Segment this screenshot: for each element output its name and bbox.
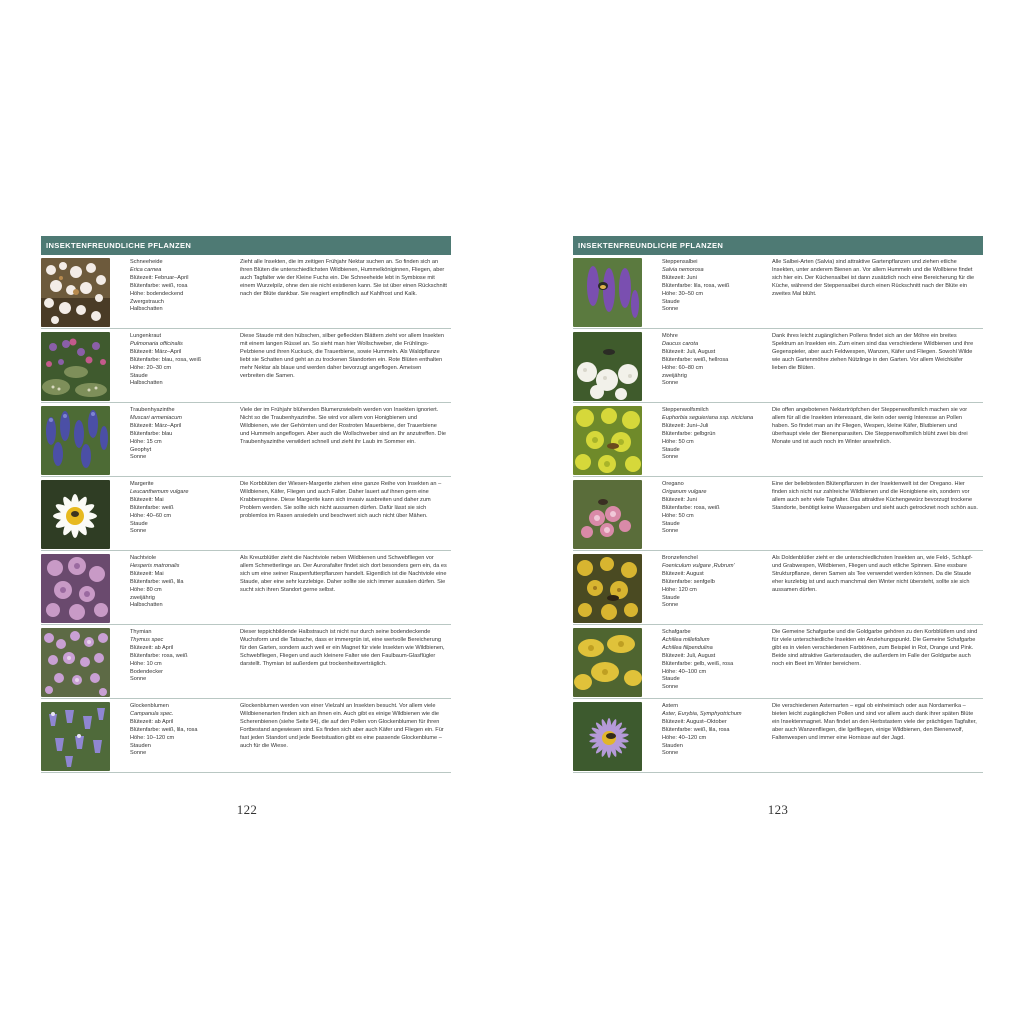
plant-type: Staude bbox=[130, 372, 148, 379]
description-text: Zieht alle Insekten, die im zeitigen Frühjahr Nektar suchen an. So finden sich an ihren Blüten die unterschiedlichsten Wildbienen, Hummelköniginnen, Fliegen, aber auch Tagfalter wie der Kleine Fuchs ein. Die Schneeheide lebt in Symbiose mit einem Wurzelpilz, ohne den sie nicht existieren kann. Sie ist über einen Rückschnitt nach der Blüte dankbar. Sie reagiert empfindlich auf Kahlfrost und Kalk. bbox=[240, 259, 447, 297]
bloom-time: Blütezeit: ab April bbox=[130, 718, 174, 725]
flower-color: Blütenfarbe: blau, rosa, weiß bbox=[130, 356, 202, 363]
plant-profile bbox=[662, 703, 770, 772]
light: Sonne bbox=[130, 750, 147, 757]
plant-type: Stauden bbox=[662, 742, 683, 749]
plant-description bbox=[240, 481, 451, 550]
bloom-time: Blütezeit: Mai bbox=[130, 496, 164, 503]
latin-name: Aster, Eurybia, Symphyotrichum bbox=[662, 710, 742, 717]
glockenblumen-photo bbox=[41, 702, 110, 771]
latin-name: Muscari armeniacum bbox=[130, 414, 182, 421]
plant-type: Zwergstrauch bbox=[130, 298, 164, 305]
common-name: Thymian bbox=[130, 629, 152, 635]
plant-profile bbox=[662, 407, 770, 476]
latin-name-2: Achillea filipendulina bbox=[662, 644, 713, 651]
latin-name: Origanum vulgare bbox=[662, 488, 707, 495]
height: Höhe: 30–50 cm bbox=[662, 290, 704, 297]
light: Sonne bbox=[130, 528, 147, 535]
common-name: Margerite bbox=[130, 481, 154, 487]
latin-name: Salvia nemorosa bbox=[662, 266, 704, 273]
plant-entry bbox=[41, 477, 451, 551]
flower-color: Blütenfarbe: gelb, weiß, rosa bbox=[662, 660, 734, 667]
plant-description bbox=[772, 407, 983, 476]
height: Höhe: 10 cm bbox=[130, 660, 162, 667]
plant-description bbox=[772, 555, 983, 624]
plant-type: zweijährig bbox=[130, 594, 155, 601]
plant-type: Bodendecker bbox=[130, 668, 163, 675]
bloom-time: Blütezeit: Juni bbox=[662, 274, 697, 281]
latin-name: Erica carnea bbox=[130, 266, 162, 273]
flower-color: Blütenfarbe: lila, rosa, weiß bbox=[662, 282, 730, 289]
plant-type: Staude bbox=[662, 676, 680, 683]
bloom-time: Blütezeit: ab April bbox=[130, 644, 174, 651]
plant-entry bbox=[41, 255, 451, 329]
plant-description bbox=[772, 259, 983, 328]
plant-profile bbox=[662, 629, 770, 698]
common-name: Schneeheide bbox=[130, 259, 163, 265]
description-text: Als Doldenblütler zieht er die unterschiedlichsten Insekten an, wie Feld-, Schlupf- und Grabwespen, Wildbienen, Fliegen und auch etliche Spinnen. Eine essbare Strukturpflanze, deren Samen als Tee verwendet werden können. Da die Staude eher kurzlebig ist und auch manchmal den Winter nicht übersteht, sollte sie sich aussamen dürfen. bbox=[772, 555, 973, 593]
page-number-right: 123 bbox=[767, 802, 789, 817]
latin-name: Euphorbia seguieriana ssp. niciciana bbox=[662, 414, 754, 421]
light: Sonne bbox=[662, 750, 679, 757]
flower-color: Blütenfarbe: rosa, weiß bbox=[130, 652, 188, 659]
flower-color: Blütenfarbe: weiß, rosa bbox=[130, 282, 188, 289]
light: Sonne bbox=[662, 306, 679, 313]
moehre-photo bbox=[573, 332, 642, 401]
schafgarbe-photo bbox=[573, 628, 642, 697]
plant-description bbox=[240, 555, 451, 624]
bronzefenchel-photo bbox=[573, 554, 642, 623]
plant-description bbox=[240, 333, 451, 402]
common-name: Steppensalbei bbox=[662, 259, 698, 265]
oregano-photo bbox=[573, 480, 642, 549]
plant-entry bbox=[41, 699, 451, 773]
flower-color: Blütenfarbe: gelbgrün bbox=[662, 430, 716, 437]
height: Höhe: 40–60 cm bbox=[130, 512, 172, 519]
plant-profile bbox=[130, 259, 238, 328]
lungenkraut-photo bbox=[41, 332, 110, 401]
height: Höhe: 60–80 cm bbox=[662, 364, 704, 371]
light: Halbschatten bbox=[130, 602, 163, 609]
steppenwolfsmilch-photo bbox=[573, 406, 642, 475]
description-text: Die Korbblüten der Wiesen-Margerite ziehen eine ganze Reihe von Insekten an – Wildbienen, Käfer, Fliegen und auch Falter. Daher lauert auf ihnen gern eine Krabbenspinne. Diese Margerite kann sich invasiv ausbreiten und daher zum Problem werden. Sie sollte sich nicht aussamen dürfen. Dafür lässt sie sich problemlos im Rasen ansiedeln und beschwert sich auch nicht über Mähen. bbox=[240, 481, 442, 519]
section-header: INSEKTENFREUNDLICHE PFLANZEN bbox=[573, 236, 983, 255]
height: Höhe: 40–120 cm bbox=[662, 734, 707, 741]
common-name: Bronzefenchel bbox=[662, 555, 698, 561]
common-name: Traubenhyazinthe bbox=[130, 407, 175, 413]
plant-type: Stauden bbox=[130, 742, 151, 749]
plant-profile bbox=[130, 407, 238, 476]
margerite-photo bbox=[41, 480, 110, 549]
flower-color: Blütenfarbe: weiß, lila bbox=[130, 578, 184, 585]
common-name: Glockenblumen bbox=[130, 703, 169, 709]
description-text: Die verschiedenen Asternarten – egal ob einheimisch oder aus Nordamerika – bieten leicht zugänglichen Pollen und sind vor allem auch dank ihrer späten Blüte ein Insektenmagnet. Man findet an den Herbstastern viele der prächtigen Tagfalter, aber auch Wanzenfliegen, die Igelfliegen, einige Wildbienen, den Bienenwolf, Faltenwespen und immer eine Hornisse auf der Jagd. bbox=[772, 703, 977, 741]
plant-description bbox=[240, 259, 451, 328]
plant-entry bbox=[573, 329, 983, 403]
common-name: Nachtviole bbox=[130, 555, 157, 561]
bloom-time: Blütezeit: August–Oktober bbox=[662, 718, 727, 725]
bloom-time: Blütezeit: Juli, August bbox=[662, 348, 716, 355]
latin-name: Thymus spec bbox=[130, 636, 164, 643]
plant-profile bbox=[662, 333, 770, 402]
description-text: Dieser teppichbildende Halbstrauch ist nicht nur durch seine bodendeckende Wuchsform und die Tatsache, dass er immergrün ist, eine wertvolle Bereicherung für den Garten, sondern auch weil er ein Magnet für viele Insekten wie Wildbienen, Schwebfliegen, Fliegen und auch kleinere Falter wie den Faulbaum-Glasflügler darstellt. Thymian ist außerdem gut trockenheitsverträglich. bbox=[240, 629, 445, 667]
flower-color: Blütenfarbe: weiß, lila, rosa bbox=[662, 726, 730, 733]
plant-description bbox=[240, 407, 451, 476]
latin-name: Foeniculum vulgare ‚Rubrum‘ bbox=[662, 562, 735, 569]
flower-color: Blütenfarbe: weiß, lila, rosa bbox=[130, 726, 198, 733]
plant-profile bbox=[662, 259, 770, 328]
light: Sonne bbox=[130, 676, 147, 683]
bloom-time: Blütezeit: August bbox=[662, 570, 704, 577]
plant-profile bbox=[130, 333, 238, 402]
page-number-left: 122 bbox=[236, 802, 258, 817]
bloom-time: Blütezeit: Mai bbox=[130, 570, 164, 577]
plant-entry bbox=[573, 625, 983, 699]
description-text: Viele der im Frühjahr blühenden Blumenzwiebeln werden von Insekten ignoriert. Nicht so die Traubenhyazinthe. Sie wird vor allem von Honigbienen und Wildbienen, wie der Gehörnten und der Rostroten Mauerbiene, der Trauerbiene und Hummeln angeflogen. Aber auch die Wollschweber sind an ihr anzutreffen. Die Traubenhyazinthe verwildert schnell und zieht ihr Laub im Sommer ein. bbox=[240, 407, 446, 445]
description-text: Glockenblumen werden von einer Vielzahl an Insekten besucht. Vor allem viele Wildbienenarten finden sich an ihnen ein. Auch gibt es einige Wildbienen wie die Scherenbienen (siehe Seite 94), die auf den Pollen von Glockenblumen für ihren Fortbestand angewiesen sind. Es finden sich aber auch Käfer und Fliegen ein. Für fast jeden Standort und jede Beetsituation gibt es eine passende Glockenblume – auch für die Wiese. bbox=[240, 703, 444, 749]
plant-type: Geophyt bbox=[130, 446, 152, 453]
left-page bbox=[41, 236, 451, 773]
plant-entry bbox=[573, 477, 983, 551]
latin-name: Daucus carota bbox=[662, 340, 699, 347]
description-text: Die offen angebotenen Nektartröpfchen der Steppenwolfsmilch machen sie vor allem für all die Insekten interessant, die kein oder wenig Interesse an Pollen haben. So findet man an ihr Fliegen, Wespen, kleine Käfer, Blutbienen und überhaupt viele der Bienenparasiten. Die Steppenwolfsmilch blüht zwei bis drei Monate und ist auch noch im Winter ansehnlich. bbox=[772, 407, 968, 445]
plant-profile bbox=[130, 629, 238, 698]
flower-color: Blütenfarbe: senfgelb bbox=[662, 578, 715, 585]
plant-entry bbox=[573, 255, 983, 329]
height: Höhe: 120 cm bbox=[662, 586, 697, 593]
plant-description bbox=[772, 481, 983, 550]
common-name: Oregano bbox=[662, 481, 684, 487]
bloom-time: Blütezeit: Juli, August bbox=[662, 652, 716, 659]
height: Höhe: 15 cm bbox=[130, 438, 162, 445]
bloom-time: Blütezeit: März–April bbox=[130, 422, 182, 429]
plant-type: zweijährig bbox=[662, 372, 687, 379]
traubenhyazinthe-photo bbox=[41, 406, 110, 475]
plant-profile bbox=[130, 703, 238, 772]
plant-type: Staude bbox=[662, 520, 680, 527]
light: Sonne bbox=[662, 602, 679, 609]
right-page bbox=[573, 236, 983, 773]
plant-entry bbox=[41, 329, 451, 403]
plant-type: Staude bbox=[130, 520, 148, 527]
plant-type: Staude bbox=[662, 298, 680, 305]
plant-type: Staude bbox=[662, 594, 680, 601]
astern-photo bbox=[573, 702, 642, 771]
plant-description bbox=[240, 703, 451, 772]
common-name: Möhre bbox=[662, 333, 678, 339]
plant-entry bbox=[573, 403, 983, 477]
light: Sonne bbox=[662, 684, 679, 691]
latin-name: Leucanthemum vulgare bbox=[130, 488, 189, 495]
bloom-time: Blütezeit: Juni bbox=[662, 496, 697, 503]
plant-description bbox=[772, 333, 983, 402]
height: Höhe: 40–100 cm bbox=[662, 668, 707, 675]
height: Höhe: 50 cm bbox=[662, 512, 694, 519]
plant-description bbox=[772, 703, 983, 772]
latin-name: Achillea millefolium bbox=[662, 636, 710, 643]
flower-color: Blütenfarbe: weiß, hellrosa bbox=[662, 356, 729, 363]
plant-entry bbox=[573, 699, 983, 773]
common-name: Astern bbox=[662, 703, 679, 709]
plant-profile bbox=[662, 481, 770, 550]
description-text: Dank ihres leicht zugänglichen Pollens findet sich an der Möhre ein breites Spektrum an Insekten ein. Zum einen sind das verschiedene Wildbienen und ihre Gegenspieler, aber auch Feldwespen, Wanzen, Käfer und Fliegen. Sowohl Wilde wie auch Gartenmöhre ziehen Nützlinge in den Garten. Vor allem Weichkäfer lieben die Blüten. bbox=[772, 333, 974, 371]
plant-profile bbox=[130, 555, 238, 624]
height: Höhe: 50 cm bbox=[662, 438, 694, 445]
height: Höhe: 20–30 cm bbox=[130, 364, 172, 371]
plant-entry bbox=[41, 625, 451, 699]
steppensalbei-photo bbox=[573, 258, 642, 327]
description-text: Eine der beliebtesten Blütenpflanzen in der Insektenwelt ist der Oregano. Hier finden sich nicht nur zahlreiche Wildbienen und die Honigbiene ein, sondern vor allem auch sehr viele Tagfalter. Das attraktive Küchengewürz bevorzugt trockene Standorte, benötigt keine Wassergaben und sieht auch getrocknet noch schön aus. bbox=[772, 481, 978, 511]
plant-profile bbox=[662, 555, 770, 624]
latin-name: Pulmonaria officinalis bbox=[130, 340, 183, 347]
section-header: INSEKTENFREUNDLICHE PFLANZEN bbox=[41, 236, 451, 255]
plant-entry bbox=[573, 551, 983, 625]
plant-entry bbox=[41, 403, 451, 477]
description-text: Als Kreuzblütler zieht die Nachtviole neben Wildbienen und Schwebfliegen vor allem Schmetterlinge an. Der Aurorafalter findet sich dort besonders gern ein, da es sich um eine seiner Raupenfutterpflanzen handelt. Eigentlich ist die Nachtviole eine Staude, aber eine sehr kurzlebige. Daher sollte sie sich immer aussäen dürfen. Sie sucht sich ihren Standort gerne selbst. bbox=[240, 555, 447, 593]
description-text: Diese Staude mit den hübschen, silber gefleckten Blättern zieht vor allem Insekten mit einem langen Rüssel an. So sieht man hier Wollschweber, die Frühlings-Pelzbiene und ihren Kuckuck, die Trauerbiene, sowie Hummeln. Als Waldpflanze liebt sie Schatten und geht an zu trockenen Standorten ein. Rote Blüten enthalten mehr Nektar als blaue und werden daher bevorzugt angeflogen. Ameisen verbreiten die Samen. bbox=[240, 333, 444, 379]
description-text: Die Gemeine Schafgarbe und die Goldgarbe gehören zu den Korbblütlern und sind für viele unterschiedliche Insekten ein Anziehungspunkt. Die Gemeine Schafgarbe gibt es in vielen verschiedenen Farbtönen, zum Beispiel in Rot, Orange und Pink. Beide sind attraktive Gartenstauden, die außerdem im Falle der Goldgarbe auch noch ein Beet im Winter bereichern. bbox=[772, 629, 978, 667]
bloom-time: Blütezeit: März–April bbox=[130, 348, 182, 355]
common-name: Lungenkraut bbox=[130, 333, 162, 339]
common-name: Schafgarbe bbox=[662, 629, 691, 635]
nachtviole-photo bbox=[41, 554, 110, 623]
flower-color: Blütenfarbe: weiß bbox=[130, 504, 174, 511]
plant-type: Staude bbox=[662, 446, 680, 453]
plant-description bbox=[240, 629, 451, 698]
common-name: Steppenwolfsmilch bbox=[662, 407, 709, 413]
height: Höhe: bodendeckend bbox=[130, 290, 184, 297]
light: Halbschatten bbox=[130, 306, 163, 313]
flower-color: Blütenfarbe: rosa, weiß bbox=[662, 504, 720, 511]
light: Sonne bbox=[130, 454, 147, 461]
plant-entry bbox=[41, 551, 451, 625]
bloom-time: Blütezeit: Juni–Juli bbox=[662, 422, 709, 429]
description-text: Alle Salbei-Arten (Salvia) sind attraktive Gartenpflanzen und ziehen etliche Insekten, unter anderem Bienen an. Vor allem Hummeln und die Wollbiene findet sich hier ein. Der Küchensalbei ist dann zusätzlich noch eine Bereicherung für die Küche, während der Steppensalbei durch einen Rückschnitt nach der Blüte ein zweites Mal blüht. bbox=[772, 259, 975, 297]
height: Höhe: 80 cm bbox=[130, 586, 162, 593]
thymian-photo bbox=[41, 628, 110, 697]
light: Sonne bbox=[662, 380, 679, 387]
light: Halbschatten bbox=[130, 380, 163, 387]
light: Sonne bbox=[662, 454, 679, 461]
plant-profile bbox=[130, 481, 238, 550]
plant-description bbox=[772, 629, 983, 698]
latin-name: Hesperis matronalis bbox=[130, 562, 180, 569]
light: Sonne bbox=[662, 528, 679, 535]
flower-color: Blütenfarbe: blau bbox=[130, 430, 173, 437]
latin-name: Campanula spec. bbox=[130, 710, 174, 717]
height: Höhe: 10–120 cm bbox=[130, 734, 175, 741]
bloom-time: Blütezeit: Februar–April bbox=[130, 274, 189, 281]
schneeheide-photo bbox=[41, 258, 110, 327]
